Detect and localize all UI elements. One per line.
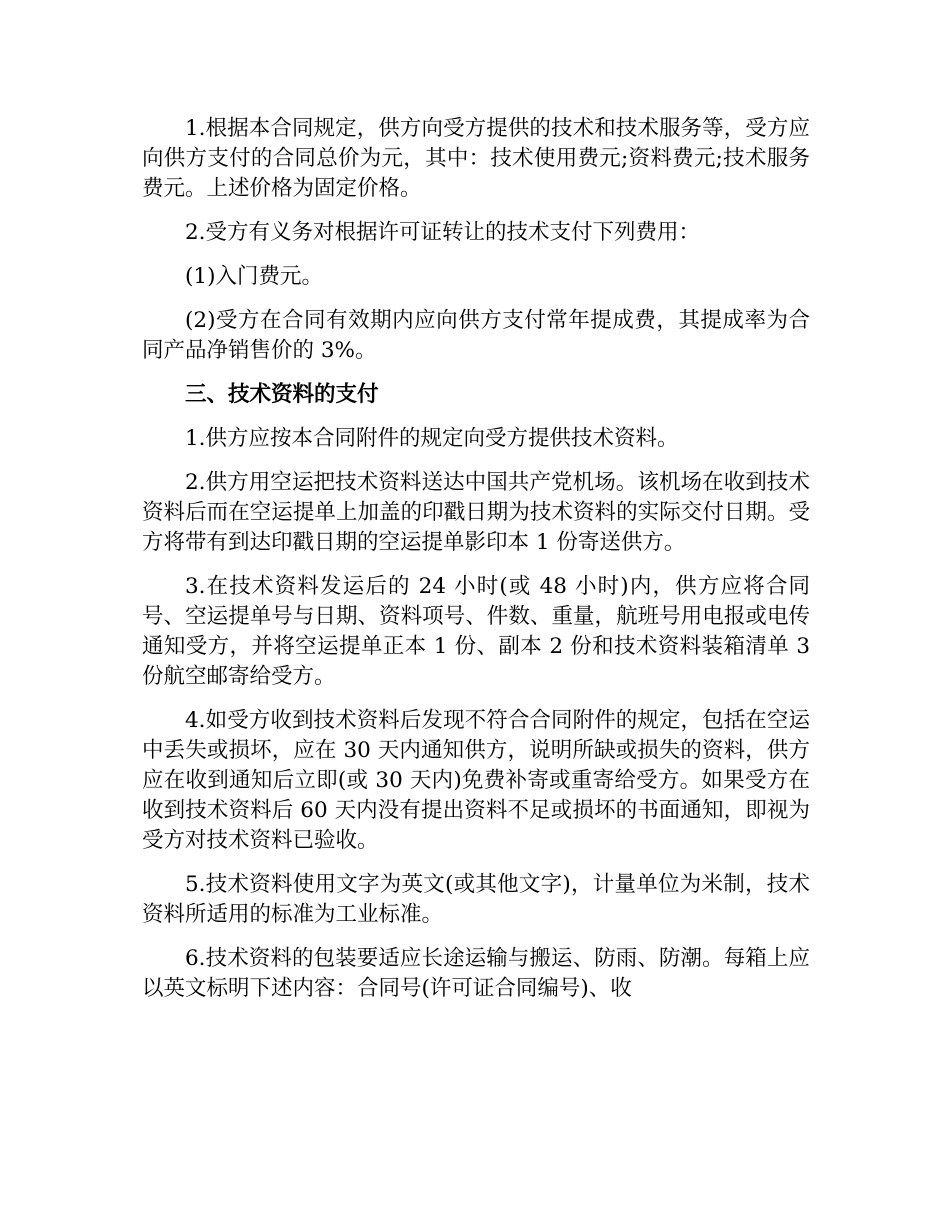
paragraph-entry-fee: (1)入门费元。 — [185, 264, 323, 289]
paragraph-total-price: 1.根据本合同规定，供方向受方提供的技术和技术服务等，受方应向供方支付的合同总价为元，其中：技术使用费元;资料费元;技术服务费元。上述价格为固定价格。 — [142, 116, 810, 201]
paragraph-packaging: 6.技术资料的包装要适应长途运输与搬运、防雨、防潮。每箱上应以英文标明下述内容：合同号(许可证合同编号)、收 — [142, 946, 810, 1001]
paragraph-language-units: 5.技术资料使用文字为英文(或其他文字)，计量单位为米制，技术资料所适用的标准为工业标准。 — [142, 872, 810, 927]
paragraph-royalty: (2)受方在合同有效期内应向供方支付常年提成费，其提成率为合同产品净销售价的 3%。 — [142, 308, 810, 363]
paragraph-air-delivery: 2.供方用空运把技术资料送达中国共产党机场。该机场在收到技术资料后而在空运提单上加盖的印戳日期为技术资料的实际交付日期。受方将带有到达印戳日期的空运提单影印本 1 份寄送供方。 — [142, 470, 810, 555]
paragraph-missing-data: 4.如受方收到技术资料后发现不符合合同附件的规定，包括在空运中丢失或损坏，应在 30 天内通知供方，说明所缺或损失的资料，供方应在收到通知后立即(或 30 天内)免费补寄或重寄给受方。如果受方在收到技术资料后 60 天内没有提出资料不足或损坏的书面通知，即视为受方对技术资料已验收。 — [142, 708, 810, 853]
paragraph-shipment-notice: 3.在技术资料发运后的 24 小时(或 48 小时)内，供方应将合同号、空运提单号与日期、资料项号、件数、重量，航班号用电报或电传通知受方，并将空运提单正本 1 份、副本 2 份和技术资料装箱清单 3 份航空邮寄给受方。 — [142, 574, 810, 689]
section-heading-technical-data: 三、技术资料的支付 — [185, 382, 379, 407]
document-page — [142, 114, 810, 1018]
paragraph-fee-obligation: 2.受方有义务对根据许可证转让的技术支付下列费用： — [185, 220, 701, 245]
paragraph-data-provision: 1.供方应按本合同附件的规定向受方提供技术资料。 — [185, 426, 679, 451]
